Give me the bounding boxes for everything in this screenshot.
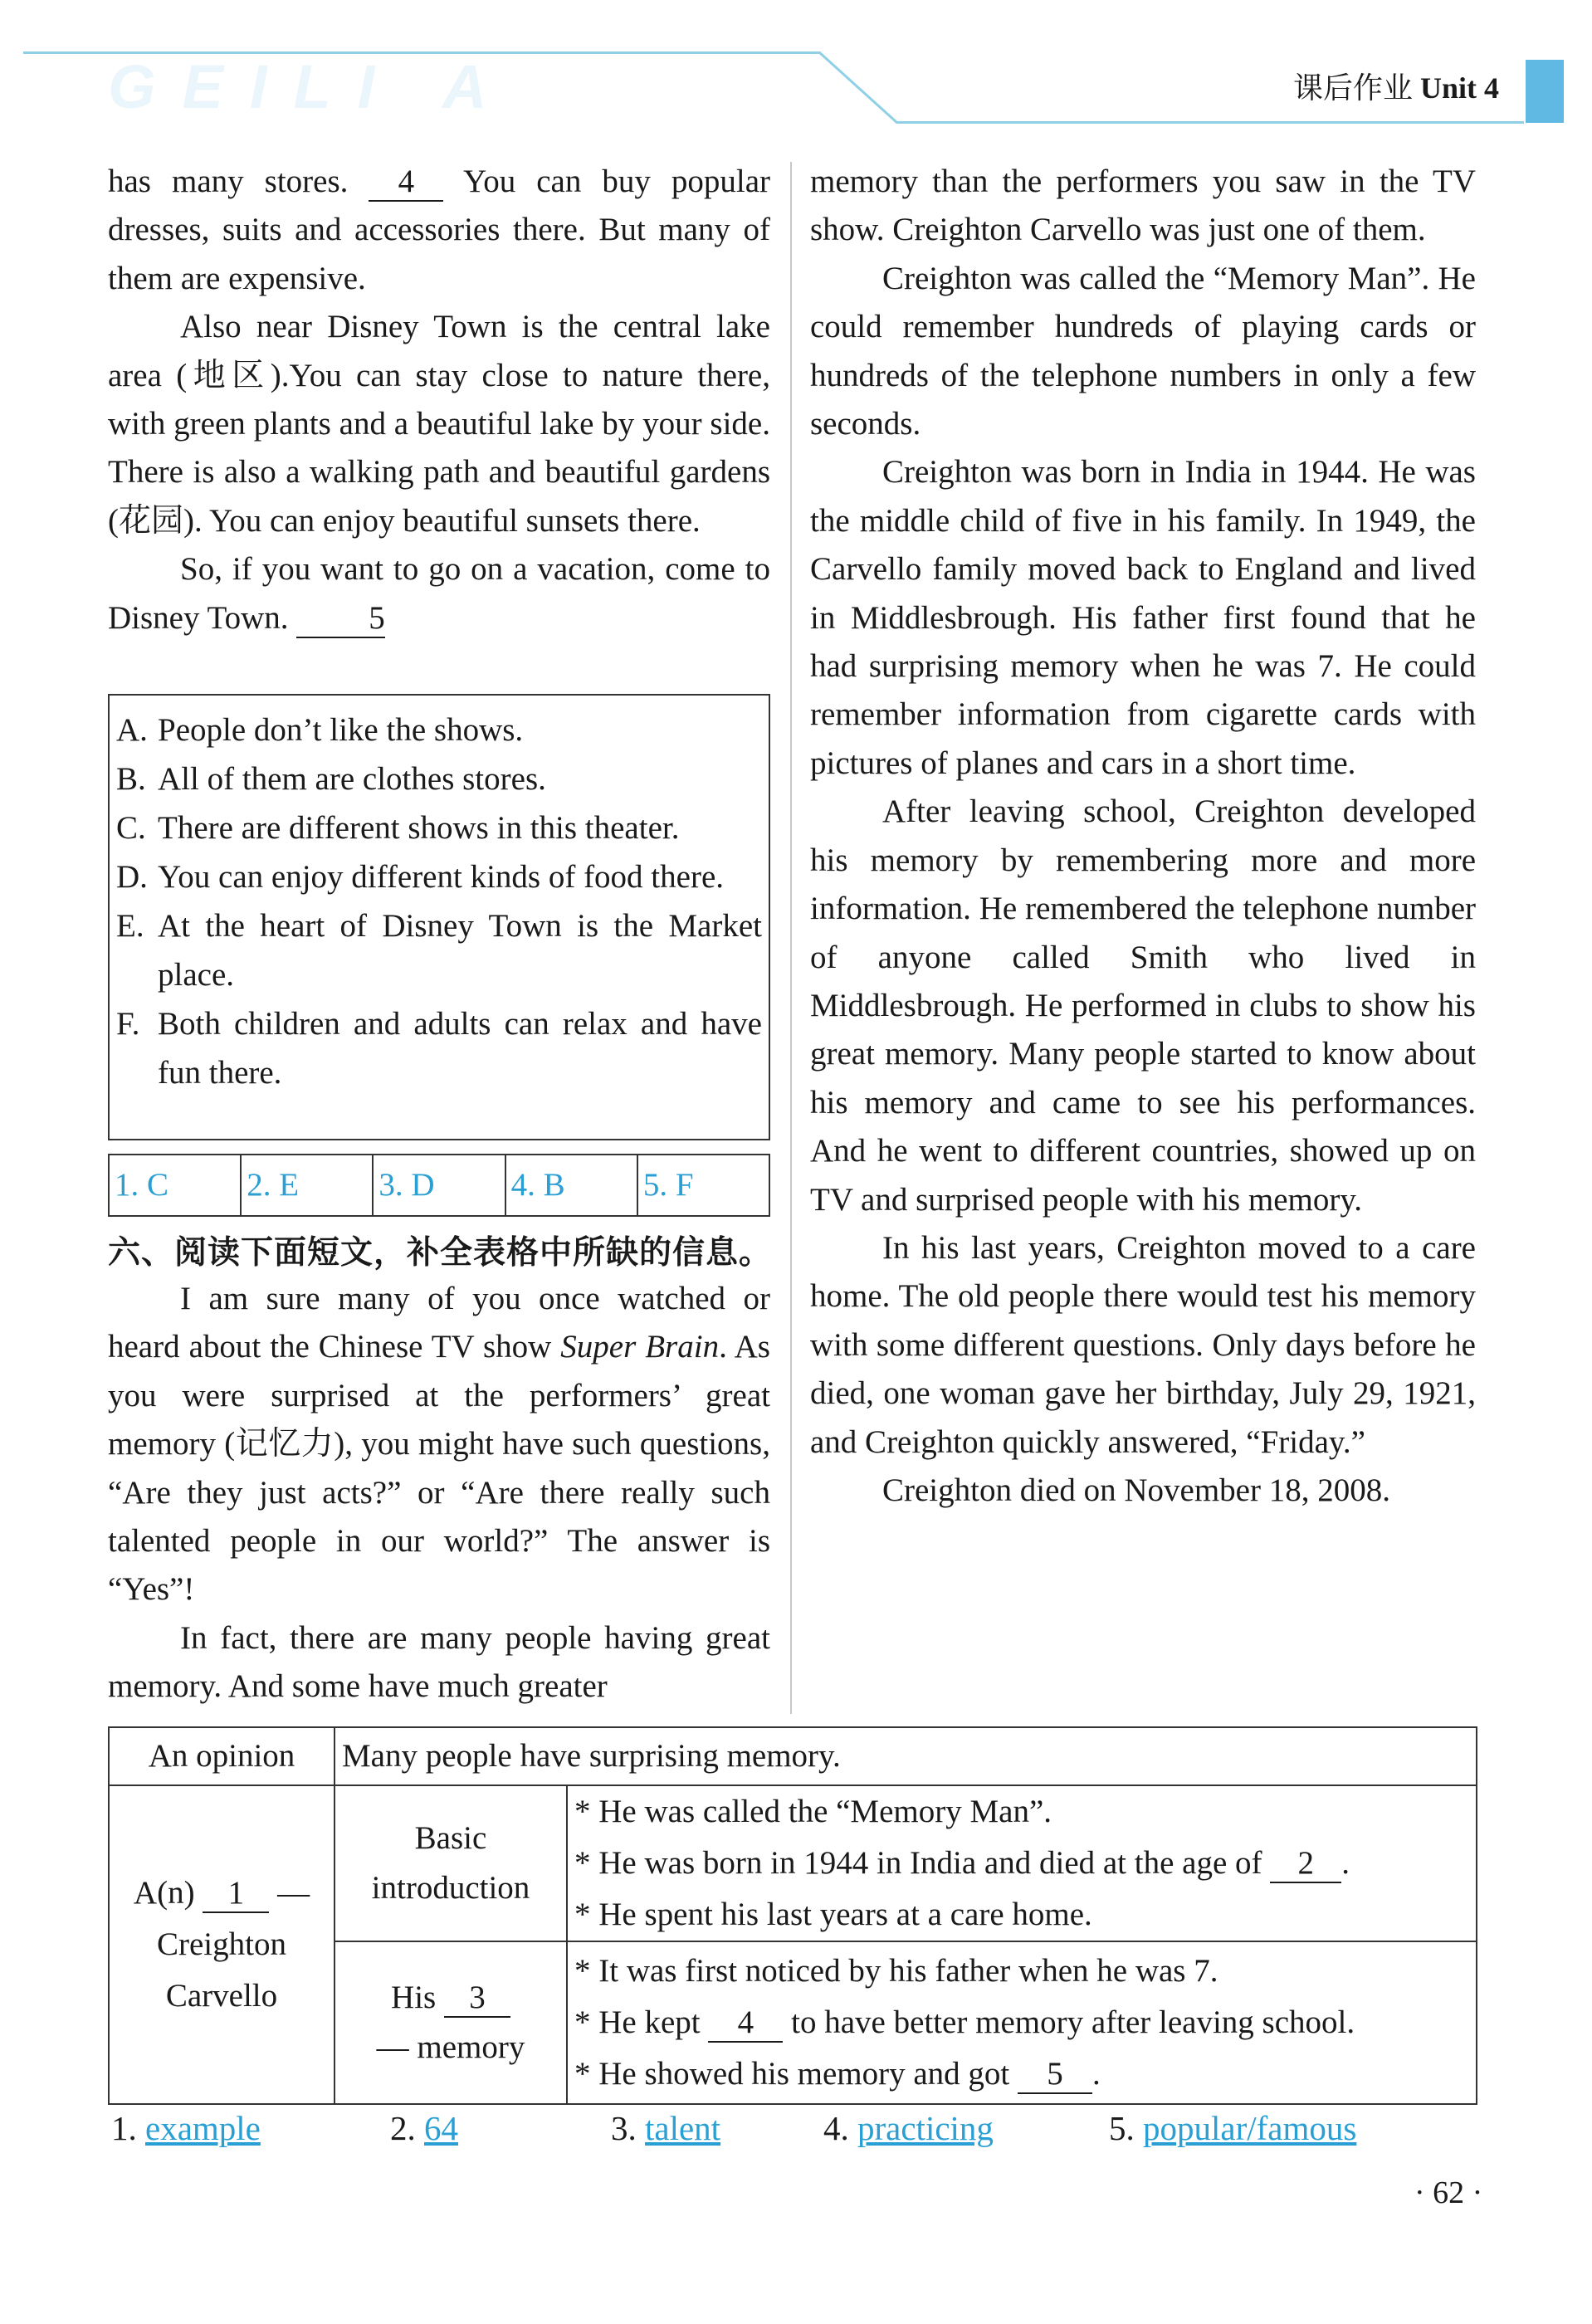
option-c [116, 803, 762, 852]
table-row [109, 1785, 1477, 1941]
s6-p1-text-b: . As you were surprised at the performers’ great memory (记忆力), you might have such questions, “Are they just acts?” or “Are there really such talented people in our world?” The answer is “Yes”! [108, 1329, 770, 1608]
blank-5-table: 5 [1018, 2056, 1092, 2094]
section6-paragraph-2: In fact, there are many people having great memory. And some have much greater [108, 1619, 770, 1705]
option-text: At the heart of Disney Town is the Market place. [158, 908, 762, 993]
header-watermark: GEILI A [108, 52, 514, 121]
info-table [108, 1726, 1477, 2105]
answer-value: 64 [424, 2109, 458, 2147]
his-label-b: — memory [376, 2029, 525, 2065]
blank-4-table: 4 [708, 2004, 783, 2043]
answer-cell: 2. E [242, 1155, 374, 1215]
memory-3-end: . [1092, 2056, 1101, 2092]
answer-value: popular/famous [1143, 2109, 1357, 2147]
opinion-label: An opinion [109, 1727, 335, 1785]
options-box [108, 694, 770, 1140]
subject-dash: — [277, 1875, 310, 1911]
blank-5: 5 [296, 600, 385, 638]
his-memory-label [335, 1941, 567, 2104]
left-p1-text-a: has many stores. [108, 164, 349, 199]
blank-2: 2 [1270, 1845, 1341, 1883]
answer-value: example [145, 2109, 261, 2147]
page-number: · 62 · [1414, 2175, 1483, 2210]
option-text: People don’t like the shows. [158, 712, 524, 748]
header-title [1293, 65, 1499, 107]
option-key: D. [116, 859, 148, 895]
option-key: C. [116, 810, 146, 846]
left-paragraph-3 [108, 545, 770, 642]
option-a [116, 706, 762, 754]
header-line-diagonal [818, 50, 901, 126]
option-d [116, 852, 762, 901]
right-column [810, 158, 1476, 1515]
memory-item-2 [574, 1997, 1469, 2048]
basic-2-end: . [1341, 1845, 1350, 1881]
option-text: You can enjoy different kinds of food there. [158, 859, 725, 895]
subject-prefix: A(n) [133, 1875, 195, 1911]
option-text: All of them are clothes stores. [158, 761, 546, 797]
answer-cell: 1. C [110, 1155, 242, 1215]
left-column [108, 158, 770, 642]
basic-item-1: * He was called the “Memory Man”. [574, 1794, 1052, 1829]
left-p1-text-b: You can buy popular dresses, suits and accessories there. But many of them are expensive. [108, 164, 771, 296]
memory-cell [567, 1941, 1477, 2104]
blank-4: 4 [369, 164, 443, 202]
section6-left-text [108, 1275, 770, 1711]
section6-paragraph-1 [108, 1275, 770, 1614]
memory-3-text: * He showed his memory and got [574, 2056, 1010, 2092]
answer-value: talent [645, 2109, 721, 2147]
memory-2-text-a: * He kept [574, 2004, 701, 2040]
section-title: 六、阅读下面短文，补全表格中所缺的信息。 [108, 1234, 773, 1272]
answer-value: practicing [857, 2109, 994, 2147]
left-paragraph-1 [108, 158, 770, 303]
subject-cell [109, 1785, 335, 2104]
answer-cell: 5. F [642, 1167, 694, 1203]
table-row [109, 1727, 1477, 1785]
answer-num: 5. [1109, 2109, 1135, 2147]
right-paragraph-4: After leaving school, Creighton developed his memory by remembering more and more information. He remembered the telephone number of anyone called Smith who lived in Middlesbrough. He performed in clubs to show his great memory. Many people started to know about his memory and came to see his performances. And he went to different countries, showed up on TV and surprised people with his memory. [810, 793, 1476, 1218]
opinion-text: Many people have surprising memory. [335, 1727, 1477, 1785]
answer-row [108, 1154, 770, 1217]
basic-item-3: * He spent his last years at a care home. [574, 1897, 1092, 1932]
option-key: A. [116, 712, 148, 748]
blank-1: 1 [203, 1875, 269, 1913]
option-key: F. [116, 1006, 140, 1042]
header-tab [1526, 60, 1564, 123]
answer-num: 4. [823, 2109, 849, 2147]
option-e [116, 901, 762, 999]
answer-1 [111, 2108, 261, 2148]
right-paragraph-6: Creighton died on November 18, 2008. [882, 1472, 1390, 1508]
option-f [116, 999, 762, 1097]
show-title: Super Brain [560, 1329, 720, 1365]
option-text: There are different shows in this theater. [158, 810, 680, 846]
memory-item-3 [574, 2048, 1469, 2100]
answer-3 [611, 2108, 720, 2148]
answer-2 [390, 2108, 458, 2148]
option-text: Both children and adults can relax and have fun there. [158, 1006, 762, 1091]
answer-num: 1. [111, 2109, 137, 2147]
s6-p1-text-a: I am sure many of you once watched or heard about the Chinese TV show [108, 1281, 770, 1365]
memory-item-1: * It was first noticed by his father when he was 7. [574, 1953, 1218, 1989]
right-paragraph-2: Creighton was called the “Memory Man”. He could remember hundreds of playing cards or hundreds of the telephone numbers in only a few seconds. [810, 260, 1476, 442]
right-paragraph-5: In his last years, Creighton moved to a care home. The old people there would test his memory with some different questions. Only days before he died, one woman gave her birthday, July 29, 1921, and Creighton quickly answered, “Friday.” [810, 1229, 1476, 1460]
answer-num: 3. [611, 2109, 637, 2147]
answer-cell: 4. B [506, 1155, 638, 1215]
header-title-unit: Unit 4 [1419, 71, 1499, 105]
right-paragraph-1: memory than the performers you saw in the TV show. Creighton Carvello was just one of them. [810, 164, 1476, 248]
option-key: B. [116, 761, 146, 797]
basic-2-text: * He was born in 1944 in India and died at the age of [574, 1845, 1262, 1881]
basic-cell [567, 1785, 1477, 1941]
his-label-a: His [391, 1980, 437, 2015]
left-p3-text: So, if you want to go on a vacation, come to Disney Town. [108, 551, 770, 636]
header-line-right [896, 121, 1524, 124]
answer-num: 2. [390, 2109, 416, 2147]
option-key: E. [116, 908, 144, 944]
column-divider [790, 162, 792, 1714]
right-paragraph-3: Creighton was born in India in 1944. He was the middle child of five in his family. In 1949, the Carvello family moved back to England and lived in Middlesbrough. His father first found that he had surprising memory when he was 7. He could remember information from cigarette cards with pictures of planes and cars in a short time. [810, 454, 1476, 781]
answer-cell: 3. D [374, 1155, 505, 1215]
basic-label: Basic introduction [335, 1785, 567, 1941]
memory-2-text-b: to have better memory after leaving school. [791, 2004, 1355, 2040]
basic-item-2 [574, 1838, 1469, 1889]
answer-5 [1109, 2108, 1356, 2148]
subject-name: Creighton Carvello [157, 1926, 286, 2014]
left-paragraph-2: Also near Disney Town is the central lake area (地区).You can stay close to nature there, with green plants and a beautiful lake by your side. There is also a walking path and beautiful gardens (花园). You can enjoy beautiful sunsets there. [108, 309, 770, 539]
answer-4 [823, 2108, 994, 2148]
header-title-cn: 课后作业 [1292, 71, 1413, 105]
blank-3: 3 [444, 1980, 510, 2018]
option-b [116, 754, 762, 803]
